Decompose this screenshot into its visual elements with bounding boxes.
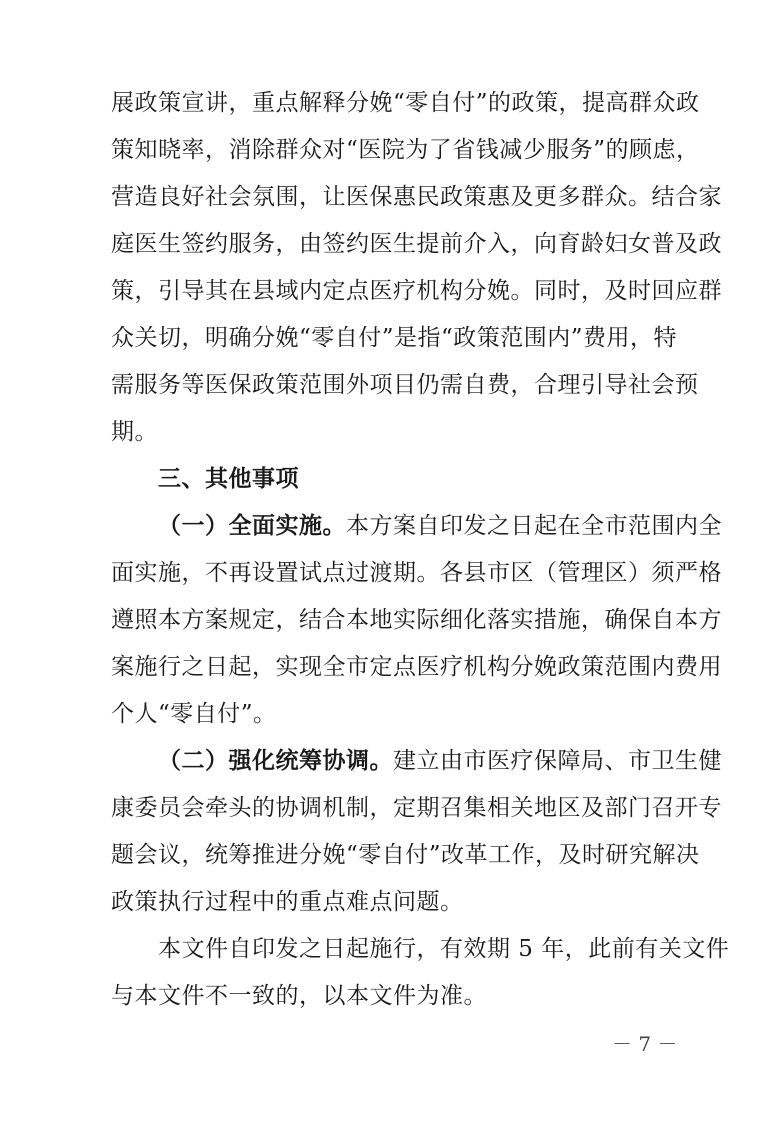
paragraph-line: 展政策宣讲，重点解释分娩“零自付”的政策，提高群众政 — [111, 90, 700, 116]
item-text: 本方案自印发之日起在全市范围内全 — [346, 513, 722, 539]
item-title: （二）强化统筹协调。 — [158, 747, 393, 774]
item-text: 建立由市医疗保障局、市卫生健 — [393, 748, 722, 774]
paragraph-line: 政策执行过程中的重点难点问题。 — [111, 889, 464, 915]
paragraph-line: 个人“零自付”。 — [111, 701, 277, 727]
paragraph-line: 众关切，明确分娩“零自付”是指“政策范围内”费用，特 — [111, 325, 678, 351]
paragraph-line: 营造良好社会氛围，让医保惠民政策惠及更多群众。结合家 — [111, 184, 722, 210]
paragraph-line: 遵照本方案规定，结合本地实际细化落实措施，确保自本方 — [111, 607, 722, 633]
paragraph-line: 策，引导其在县域内定点医疗机构分娩。同时，及时回应群 — [111, 278, 722, 304]
item-title: （一）全面实施。 — [158, 512, 346, 539]
closing-line: 本文件自印发之日起施行，有效期 5 年，此前有关文件 — [158, 936, 730, 962]
item-first-line — [158, 511, 722, 541]
paragraph-line: 案施行之日起，实现全市定点医疗机构分娩政策范围内费用 — [111, 654, 722, 680]
item-first-line — [158, 746, 722, 776]
paragraph-line: 面实施，不再设置试点过渡期。各县市区（管理区）须严格 — [111, 560, 722, 586]
section-heading: 三、其他事项 — [158, 466, 299, 492]
paragraph-line: 策知晓率，消除群众对“医院为了省钱减少服务”的顾虑， — [111, 137, 700, 163]
paragraph-line: 需服务等医保政策范围外项目仍需自费，合理引导社会预 — [111, 372, 699, 398]
paragraph-line: 庭医生签约服务，由签约医生提前介入，向育龄妇女普及政 — [111, 231, 722, 257]
paragraph-line: 题会议，统筹推进分娩“零自付”改革工作，及时研究解决 — [111, 842, 700, 868]
paragraph-line: 期。 — [111, 419, 158, 445]
page-number: － 7 － — [612, 1032, 678, 1056]
closing-line: 与本文件不一致的，以本文件为准。 — [111, 983, 487, 1009]
paragraph-line: 康委员会牵头的协调机制，定期召集相关地区及部门召开专 — [111, 795, 722, 821]
